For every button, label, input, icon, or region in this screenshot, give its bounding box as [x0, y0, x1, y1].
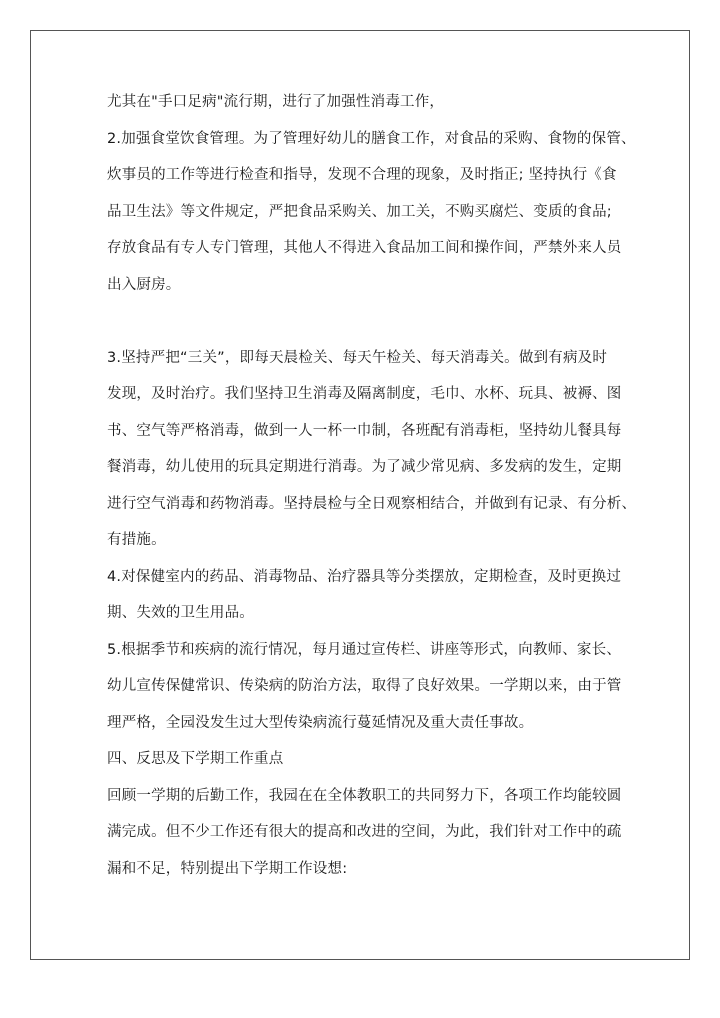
document-body — [107, 92, 637, 895]
text-line: 品卫生法》等文件规定，严把食品采购关、加工关，不购买腐烂、变质的食品; — [107, 203, 612, 220]
text-line: 满完成。但不少工作还有很大的提高和改进的空间，为此，我们针对工作中的疏 — [107, 824, 622, 840]
text-line: 回顾一学期的后勤工作，我园在在全体教职工的共同努力下，各项工作均能较圆 — [107, 787, 622, 804]
text-line: 餐消毒，幼儿使用的玩具定期进行消毒。为了减少常见病、多发病的发生，定期 — [107, 459, 622, 475]
paragraph-gap — [107, 311, 627, 348]
text-line: 3.坚持严把“三关”，即每天晨检关、每天午检关、每天消毒关。做到有病及时 — [107, 349, 608, 366]
text-line: 尤其在"手口足病"流行期，进行了加强性消毒工作， — [107, 94, 445, 110]
text-line: 有措施。 — [107, 532, 166, 548]
text-line: 期、失效的卫生用品。 — [107, 605, 254, 621]
text-line: 进行空气消毒和药物消毒。坚持晨检与全日观察相结合，并做到有记录、有分析、 — [107, 495, 637, 512]
text-line: 4.对保健室内的药品、消毒物品、治疗器具等分类摆放，定期检查，及时更换过 — [107, 568, 622, 585]
text-line: 炊事员的工作等进行检查和指导，发现不合理的现象，及时指正; 坚持执行《食 — [107, 167, 617, 183]
text-line: 漏和不足，特别提出下学期工作设想: — [107, 860, 348, 877]
text-line: 2.加强食堂饮食管理。为了管理好幼儿的膳食工作，对食品的采购、食物的保管、 — [107, 130, 636, 147]
text-line: 幼儿宣传保健常识、传染病的防治方法，取得了良好效果。一学期以来，由于管 — [107, 678, 622, 694]
text-line: 5.根据季节和疾病的流行情况，每月通过宣传栏、讲座等形式，向教师、家长、 — [107, 641, 622, 658]
text-line: 书、空气等严格消毒，做到一人一杯一巾制，各班配有消毒柜，坚持幼儿餐具每 — [107, 422, 622, 439]
section-heading: 四、反思及下学期工作重点 — [107, 751, 284, 767]
text-line: 理严格，全园没发生过大型传染病流行蔓延情况及重大责任事故。 — [107, 714, 534, 731]
text-line: 发现，及时治疗。我们坚持卫生消毒及隔离制度，毛巾、水杯、玩具、被褥、图 — [107, 386, 622, 402]
text-line: 出入厨房。 — [107, 276, 181, 293]
text-line: 存放食品有专人专门管理，其他人不得进入食品加工间和操作间，严禁外来人员 — [107, 240, 622, 256]
